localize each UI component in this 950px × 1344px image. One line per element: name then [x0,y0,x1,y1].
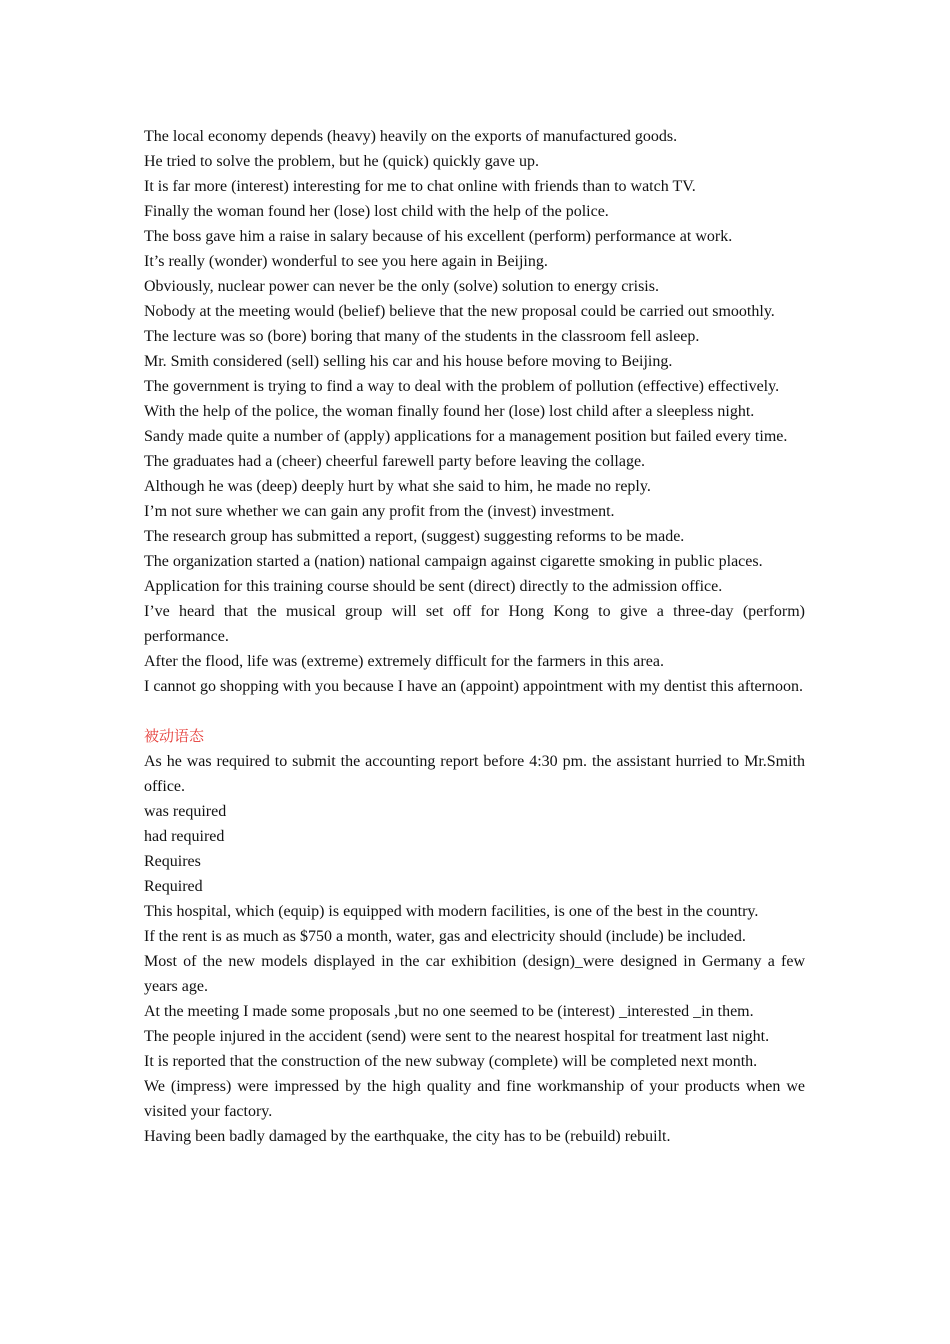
sentence-line: The organization started a (nation) national campaign against cigarette smoking in public places. [144,553,763,570]
option-line: Required [144,878,203,895]
sentence-line: After the flood, life was (extreme) extremely difficult for the farmers in this area. [144,653,664,670]
sentence-line: Nobody at the meeting would (belief) believe that the new proposal could be carried out smoothly. [144,303,775,320]
sentence-line: With the help of the police, the woman finally found her (lose) lost child after a sleepless night. [144,403,755,420]
document-body [144,124,805,1149]
section-spacer [144,699,805,724]
sentence-line: The research group has submitted a report, (suggest) suggesting reforms to be made. [144,528,685,545]
sentence-line: The local economy depends (heavy) heavily on the exports of manufactured goods. [144,128,678,145]
sentence-line: Application for this training course should be sent (direct) directly to the admission office. [144,578,723,595]
sentence-line: Obviously, nuclear power can never be the only (solve) solution to energy crisis. [144,278,659,295]
sentence-line: The lecture was so (bore) boring that many of the students in the classroom fell asleep. [144,328,700,345]
sentence-line: This hospital, which (equip) is equipped with modern facilities, is one of the best in the country. [144,903,759,920]
passive-voice-section [144,724,805,1149]
word-formation-section [144,124,805,699]
sentence-line: Sandy made quite a number of (apply) applications for a management position but failed every time. [144,428,788,445]
sentence-line: The people injured in the accident (send) were sent to the nearest hospital for treatment last night. [144,1028,770,1045]
sentence-line: The government is trying to find a way to deal with the problem of pollution (effective) effectively. [144,378,780,395]
option-line: was required [144,803,227,820]
sentence-line: I cannot go shopping with you because I have an (appoint) appointment with my dentist this afternoon. [144,678,803,695]
sentence-line: Although he was (deep) deeply hurt by what she said to him, he made no reply. [144,478,651,495]
section-heading: 被动语态 [144,727,205,745]
sentence-line: It’s really (wonder) wonderful to see you here again in Beijing. [144,253,548,270]
sentence-line: It is far more (interest) interesting for me to chat online with friends than to watch TV. [144,178,696,195]
sentence-line: We (impress) were impressed by the high quality and fine workmanship of your products when we visited your factory. [144,1078,805,1120]
sentence-line: Most of the new models displayed in the car exhibition (design)_were designed in Germany a few years age. [144,953,805,995]
sentence-line: At the meeting I made some proposals ,but no one seemed to be (interest) _interested _in them. [144,1003,754,1020]
sentence-line: Mr. Smith considered (sell) selling his car and his house before moving to Beijing. [144,353,673,370]
option-line: had required [144,828,225,845]
sentence-line: The boss gave him a raise in salary because of his excellent (perform) performance at work. [144,228,733,245]
sentence-line: It is reported that the construction of the new subway (complete) will be completed next month. [144,1053,758,1070]
sentence-line: The graduates had a (cheer) cheerful farewell party before leaving the collage. [144,453,646,470]
sentence-line: Finally the woman found her (lose) lost child with the help of the police. [144,203,609,220]
sentence-line: If the rent is as much as $750 a month, water, gas and electricity should (include) be included. [144,928,746,945]
sentence-line: Having been badly damaged by the earthquake, the city has to be (rebuild) rebuilt. [144,1128,671,1145]
option-line: Requires [144,853,201,870]
sentence-line: He tried to solve the problem, but he (quick) quickly gave up. [144,153,540,170]
sentence-line: As he was required to submit the accounting report before 4:30 pm. the assistant hurried to Mr.Smith office. [144,753,805,795]
sentence-line: I’ve heard that the musical group will set off for Hong Kong to give a three-day (perform) performance. [144,603,805,645]
sentence-line: I’m not sure whether we can gain any profit from the (invest) investment. [144,503,615,520]
